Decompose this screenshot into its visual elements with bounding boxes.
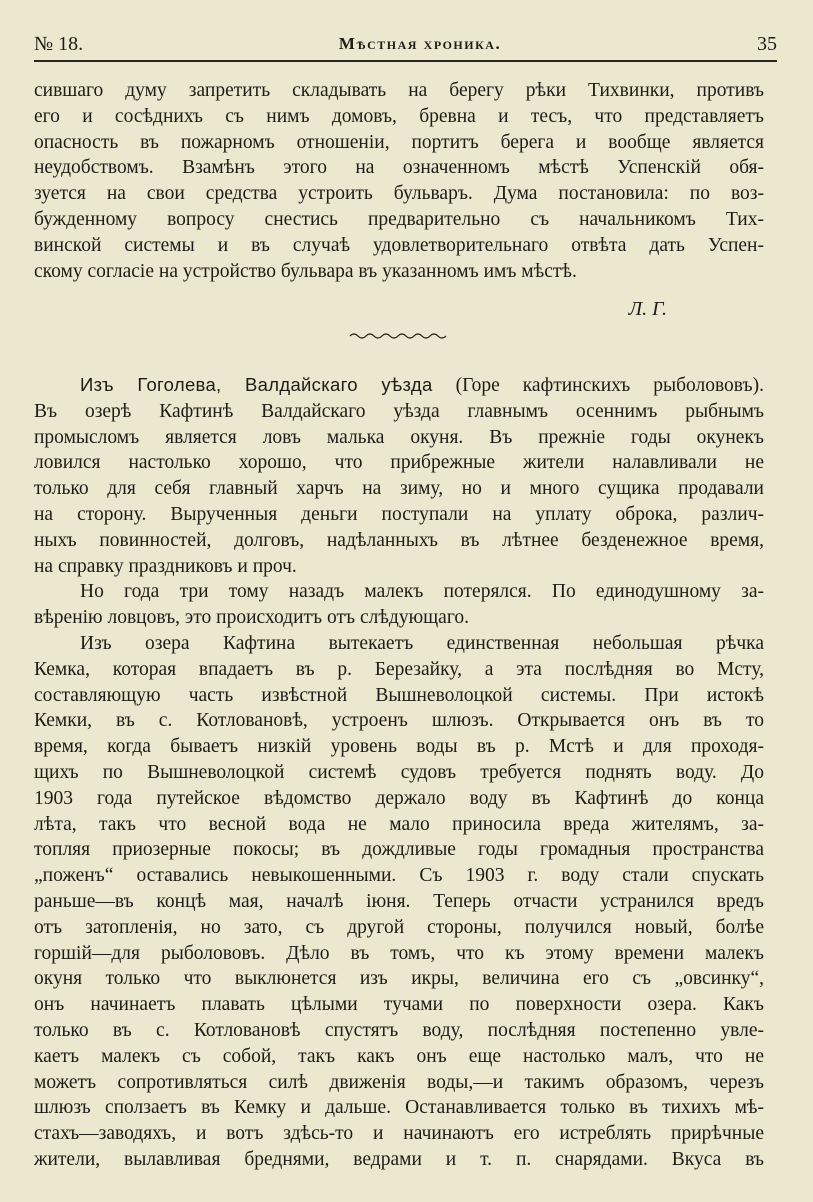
text-line: горшій—для рыболововъ. Дѣло въ томъ, что къ этому времени малекъ (34, 942, 764, 964)
text-line: Изъ озера Кафтина вытекаетъ единственная небольшая рѣчка (80, 632, 764, 654)
author-signature: Л. Г. (628, 298, 667, 320)
article-heading-line (34, 372, 764, 399)
page-header (34, 30, 777, 62)
text-line: составляющую часть извѣстной Вышневолоцкой системы. При истокѣ (34, 684, 764, 706)
text-line: на справку праздниковъ и проч. (34, 555, 297, 577)
article-1-body (34, 78, 764, 284)
text-line: окуня только что выклюнется изъ икры, величина его съ „овсинку“, (34, 968, 764, 990)
article-2-body (34, 372, 764, 1173)
text-line: отъ затопленія, но зато, съ другой стороны, получился новый, болѣе (34, 916, 764, 938)
text-line: бужденному вопросу снестись предварительно съ начальникомъ Тих- (34, 208, 764, 230)
article-heading: Изъ Гоголева, Валдайскаго уѣзда (80, 374, 433, 395)
text-line: скому согласіе на устройство бульвара въ указанномъ имъ мѣстѣ. (34, 260, 577, 282)
section-divider (348, 330, 448, 342)
text-line: ныхъ повинностей, долговъ, надѣланныхъ въ лѣтнее безденежное время, (34, 529, 764, 551)
text-line: промысломъ является ловъ малька окуня. Въ прежніе годы окунекъ (34, 426, 764, 448)
text-line: шлюзъ сползаетъ въ Кемку и дальше. Останавливается только въ тихихъ мѣ- (34, 1097, 764, 1119)
text-line: стахъ—заводяхъ, и вотъ здѣсь-то и начинаютъ его истреблять прирѣчные (34, 1123, 764, 1145)
text-line: можетъ сопротивляться силѣ движенія воды,—и такимъ образомъ, черезъ (34, 1071, 764, 1093)
text-line: 1903 года путейское вѣдомство держало воду въ Кафтинѣ до конца (34, 787, 764, 809)
text-line: винской системы и въ случаѣ удовлетворительнаго отвѣта дать Успен- (34, 234, 764, 256)
text-line: Но года три тому назадъ малекъ потерялся. По единодушному за- (80, 581, 764, 603)
text-line: только въ с. Котловановѣ спустятъ воду, послѣдняя постепенно увле- (34, 1019, 764, 1041)
text-line: только для себя главный харчъ на зиму, но и много сущика продавали (34, 478, 764, 500)
text-line: „поженъ“ оставались невыкошенными. Съ 1903 г. воду стали спускать (34, 865, 764, 887)
text-line: Кемки, въ с. Котлованoвѣ, устроенъ шлюзъ. Открывается онъ въ то (34, 710, 764, 732)
text-line: ловился настолько хорошо, что прибрежные жители налавливали не (34, 452, 764, 474)
section-title: Мѣстная хроника. (338, 34, 502, 53)
text-line: щихъ по Вышневолоцкой системѣ судовъ требуется поднять воду. До (34, 761, 764, 783)
text-line: неудобствомъ. Взамѣнъ этого на означенномъ мѣстѣ Успенскій обя- (34, 157, 764, 179)
text-line: на сторону. Вырученныя деньги поступали на уплату оброка, различ- (34, 503, 764, 525)
text-line: сившаго думу запретить складывать на берегу рѣки Тихвинки, противъ (34, 80, 764, 101)
text-line: каетъ малекъ съ собой, такъ какъ онъ еще настолько малъ, что не (34, 1045, 764, 1067)
text-line: опасность въ пожарномъ отношеніи, портитъ берега и вообще является (34, 131, 764, 153)
text-line: Въ озерѣ Кафтинѣ Валдайскаго уѣзда главнымъ осеннимъ рыбнымъ (34, 400, 764, 422)
text-line: зуется на свои средства устроить бульваръ. Дума постановила: по воз- (34, 183, 764, 205)
text-line: раньше—въ концѣ мая, началѣ іюня. Теперь отчасти устранился вредъ (34, 890, 764, 912)
text-line: вѣренію ловцовъ, это происходитъ отъ слѣдующаго. (34, 607, 469, 629)
text-line: топляя приозерные покосы; въ дождливые годы громадныя пространства (34, 839, 764, 861)
text-line: его и сосѣднихъ съ нимъ домовъ, бревна и тесъ, что представляетъ (34, 105, 764, 127)
page-number: 35 (757, 33, 777, 55)
text-line: лѣта, такъ что весной вода не мало приносила вреда жителямъ, за- (34, 813, 764, 835)
issue-number: № 18. (34, 33, 84, 55)
text-line: онъ начинаетъ плавать цѣлыми тучами по поверхности озера. Какъ (34, 994, 764, 1016)
text-line: время, когда бываетъ низкій уровень воды въ р. Мстѣ и для проходя- (34, 736, 764, 758)
text-line: жители, вылавливая бреднями, ведрами и т. п. снарядами. Вкуса въ (34, 1148, 764, 1170)
text-line: Кемка, которая впадаетъ въ р. Березайку, а эта послѣдняя во Мсту, (34, 658, 764, 680)
article-heading-subtitle: (Горе кафтинскихъ рыболововъ). (432, 375, 764, 396)
